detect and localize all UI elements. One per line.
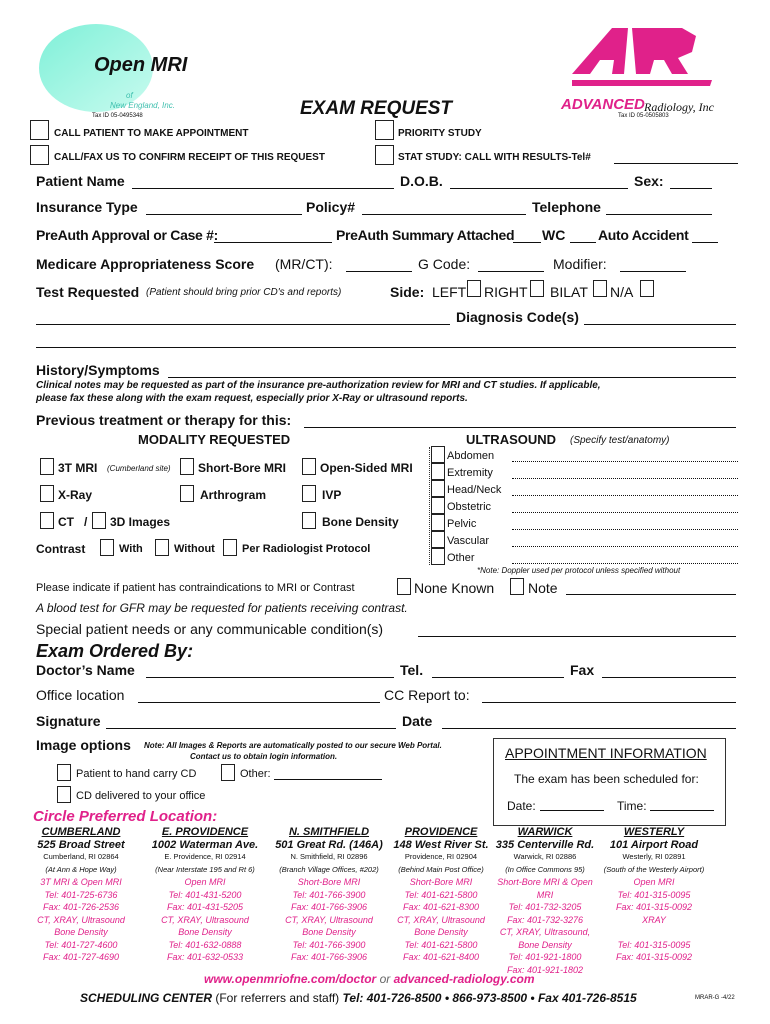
sex-label: Sex: bbox=[634, 173, 664, 189]
office-location-line[interactable] bbox=[138, 702, 380, 703]
history-label: History/Symptoms bbox=[36, 362, 160, 378]
xray-checkbox[interactable] bbox=[40, 485, 54, 503]
us-vascular-checkbox[interactable] bbox=[431, 531, 445, 549]
scheduling-center-title: SCHEDULING CENTER bbox=[80, 991, 213, 1005]
bone-density-label: Bone Density bbox=[322, 515, 399, 529]
telephone-label: Telephone bbox=[532, 199, 601, 215]
mri-3t-checkbox[interactable] bbox=[40, 458, 54, 476]
location-name: CUMBERLAND bbox=[41, 826, 121, 838]
location-l2: Tel: 401-725-6736 bbox=[44, 889, 118, 900]
medicare-sub-label: (MR/CT): bbox=[275, 256, 333, 272]
ar-advanced: ADVANCED bbox=[561, 96, 645, 113]
location-l7: Fax: 401-921-1802 bbox=[506, 964, 584, 975]
telephone-line[interactable] bbox=[606, 214, 712, 215]
location-note: (Branch Village Offices, #202) bbox=[279, 864, 379, 874]
ar-tax-id: Tax ID 05-0505803 bbox=[618, 113, 669, 119]
other-line[interactable] bbox=[274, 779, 382, 780]
us-headneck-line[interactable] bbox=[512, 495, 738, 496]
location-l1: 3T MRI & Open MRI bbox=[40, 877, 122, 887]
open-mri-logo-text: Open MRI bbox=[94, 54, 188, 76]
signature-date-line[interactable] bbox=[442, 728, 736, 729]
location-l3: Fax: 401-431-5205 bbox=[166, 902, 244, 912]
us-pelvic-label: Pelvic bbox=[447, 518, 477, 530]
us-headneck-checkbox[interactable] bbox=[431, 480, 445, 498]
open-sided-checkbox[interactable] bbox=[302, 458, 316, 476]
preauth-line[interactable] bbox=[214, 242, 332, 243]
test-requested-line[interactable] bbox=[36, 324, 450, 325]
location-l3: Fax: 401-732-3276 bbox=[506, 914, 584, 925]
location-l6: Tel: 401-632-0888 bbox=[168, 939, 242, 950]
location-l4: CT, XRAY, Ultrasound, bbox=[499, 927, 591, 937]
side-label: Side: bbox=[390, 284, 425, 300]
us-vascular-label: Vascular bbox=[447, 535, 489, 547]
location-l6: Tel: 401-727-4600 bbox=[44, 939, 118, 950]
appointment-scheduled: The exam has been scheduled for: bbox=[514, 772, 699, 786]
location-westerly[interactable] bbox=[595, 826, 713, 964]
location-name: N. SMITHFIELD bbox=[288, 826, 370, 838]
location-street: 1002 Waterman Ave. bbox=[151, 838, 259, 851]
gcode-line[interactable] bbox=[478, 271, 544, 272]
sex-line[interactable] bbox=[670, 188, 712, 189]
insurance-line[interactable] bbox=[146, 214, 302, 215]
doctor-tel-line[interactable] bbox=[432, 677, 564, 678]
us-headneck-label: Head/Neck bbox=[447, 484, 502, 496]
location-l3: Fax: 401-766-3906 bbox=[290, 902, 368, 912]
location-street: 335 Centerville Rd. bbox=[495, 838, 595, 851]
location-street: 501 Great Rd. (146A) bbox=[275, 838, 383, 851]
location-note: (At Ann & Hope Way) bbox=[45, 864, 117, 874]
mri-3t-sub: (Cumberland site) bbox=[107, 464, 171, 473]
location-l7: Fax: 401-632-0533 bbox=[166, 952, 244, 962]
call-patient-label: CALL PATIENT TO MAKE APPOINTMENT bbox=[54, 128, 249, 139]
us-other-checkbox[interactable] bbox=[431, 548, 445, 566]
previous-treatment-line[interactable] bbox=[304, 427, 736, 428]
location-l6: Tel: 401-766-3900 bbox=[292, 939, 366, 950]
appointment-time-line[interactable] bbox=[650, 810, 714, 811]
location-l2: Tel: 401-766-3900 bbox=[292, 889, 366, 900]
scheduling-center-sub: (For referrers and staff) bbox=[215, 991, 340, 1005]
us-pelvic-checkbox[interactable] bbox=[431, 514, 445, 532]
doppler-note: *Note: Doppler used per protocol unless specified without bbox=[477, 566, 681, 575]
location-l5 bbox=[595, 926, 713, 939]
location-l4: XRAY bbox=[642, 914, 666, 925]
open-mri-region: New England, Inc. bbox=[110, 101, 175, 110]
doctor-fax-label: Fax bbox=[570, 662, 595, 678]
location-l3: Fax: 401-315-0092 bbox=[615, 902, 693, 912]
modifier-label: Modifier: bbox=[553, 256, 607, 272]
side-na-checkbox[interactable] bbox=[640, 280, 654, 298]
location-l4: CT, XRAY, Ultrasound bbox=[397, 914, 485, 925]
bone-density-checkbox[interactable] bbox=[302, 512, 316, 530]
policy-label: Policy# bbox=[306, 199, 356, 215]
doctor-name-label: Doctor’s Name bbox=[36, 662, 135, 678]
doctor-fax-line[interactable] bbox=[602, 677, 736, 678]
location-l7: Fax: 401-315-0092 bbox=[615, 952, 693, 962]
other-label: Other: bbox=[240, 768, 271, 780]
patient-name-line[interactable] bbox=[132, 188, 394, 189]
location-l4: CT, XRAY, Ultrasound bbox=[285, 914, 373, 925]
side-left-label: LEFT bbox=[432, 284, 467, 300]
short-bore-label: Short-Bore MRI bbox=[198, 461, 286, 475]
none-known-label: None Known bbox=[414, 580, 495, 596]
history-line[interactable] bbox=[168, 377, 736, 378]
location-l2: Tel: 401-621-5800 bbox=[404, 889, 478, 900]
mri-3t-label: 3T MRI bbox=[58, 461, 98, 475]
img-3d-label: 3D Images bbox=[110, 515, 171, 529]
wc-label: WC bbox=[542, 227, 566, 243]
location-l1: Short-Bore MRI bbox=[409, 877, 473, 887]
call-fax-label: CALL/FAX US TO CONFIRM RECEIPT OF THIS REQUEST bbox=[54, 152, 325, 163]
location-l3: Fax: 401-726-2536 bbox=[42, 902, 120, 912]
location-l2: Tel: 401-431-5200 bbox=[168, 889, 242, 900]
ct-checkbox[interactable] bbox=[40, 512, 54, 530]
location-street: 101 Airport Road bbox=[609, 838, 699, 851]
locations-heading: Circle Preferred Location: bbox=[33, 808, 218, 825]
location-note: (Near Interstate 195 and Rt 6) bbox=[155, 864, 255, 874]
us-vascular-line[interactable] bbox=[512, 546, 738, 547]
note-label: Note bbox=[528, 580, 558, 596]
location-note: (South of the Westerly Airport) bbox=[603, 864, 705, 874]
doctor-name-line[interactable] bbox=[146, 677, 394, 678]
open-sided-label: Open-Sided MRI bbox=[320, 461, 413, 475]
call-fax-checkbox[interactable] bbox=[30, 145, 49, 165]
contrast-with-label: With bbox=[119, 543, 143, 555]
appointment-title: APPOINTMENT INFORMATION bbox=[505, 745, 707, 761]
side-left-checkbox[interactable] bbox=[467, 280, 481, 298]
signature-line[interactable] bbox=[106, 728, 396, 729]
ultrasound-divider bbox=[429, 447, 430, 565]
us-abdomen-line[interactable] bbox=[512, 461, 738, 462]
location-l7: Fax: 401-727-4690 bbox=[42, 952, 120, 962]
dob-line[interactable] bbox=[450, 188, 628, 189]
us-obstetric-label: Obstetric bbox=[447, 501, 492, 513]
ar-logo-graphic bbox=[572, 22, 712, 100]
dob-label: D.O.B. bbox=[400, 173, 443, 189]
image-note-2: Contact us to obtain login information. bbox=[190, 752, 338, 761]
gcode-label: G Code: bbox=[418, 256, 471, 272]
us-extremity-line[interactable] bbox=[512, 478, 738, 479]
location-l6: Tel: 401-921-1800 bbox=[508, 952, 582, 962]
side-na-label: N/A bbox=[610, 284, 634, 300]
footer-web-or: or bbox=[376, 972, 394, 986]
special-needs-line[interactable] bbox=[418, 636, 736, 637]
short-bore-checkbox[interactable] bbox=[180, 458, 194, 476]
location-l1: Open MRI bbox=[633, 877, 675, 887]
test-requested-note: (Patient should bring prior CD's and reports) bbox=[146, 287, 342, 298]
location-l4: CT, XRAY, Ultrasound bbox=[37, 914, 125, 925]
side-bilat-label: BILAT bbox=[550, 284, 588, 300]
ct-slash: / bbox=[84, 515, 88, 529]
contrast-without-checkbox[interactable] bbox=[155, 539, 169, 557]
ultrasound-heading-sub: (Specify test/anatomy) bbox=[570, 435, 670, 446]
location-l5: Bone Density bbox=[414, 927, 468, 937]
ordered-by-heading: Exam Ordered By: bbox=[36, 641, 194, 661]
location-l5: Bone Density bbox=[518, 939, 572, 950]
location-l4: CT, XRAY, Ultrasound bbox=[161, 914, 249, 925]
wc-line[interactable] bbox=[570, 242, 596, 243]
location-name: PROVIDENCE bbox=[404, 826, 478, 838]
location-street: 148 West River St. bbox=[393, 838, 489, 851]
location-l2: Tel: 401-732-3205 bbox=[508, 902, 582, 912]
location-city: N. Smithfield, RI 02896 bbox=[290, 852, 368, 861]
medicare-label: Medicare Appropriateness Score bbox=[36, 256, 255, 272]
location-l1: Short-Bore MRI & Open MRI bbox=[497, 877, 593, 900]
test-requested-label: Test Requested bbox=[36, 284, 140, 300]
location-e-providence[interactable] bbox=[130, 826, 280, 964]
policy-line[interactable] bbox=[362, 214, 526, 215]
open-mri-of: of bbox=[126, 91, 133, 100]
none-known-checkbox[interactable] bbox=[397, 578, 411, 596]
signature-label: Signature bbox=[36, 713, 101, 729]
other-checkbox[interactable] bbox=[221, 764, 235, 782]
appointment-time-label: Time: bbox=[617, 799, 647, 813]
patient-name-label: Patient Name bbox=[36, 173, 125, 189]
location-l1: Short-Bore MRI bbox=[297, 877, 361, 887]
arthrogram-label: Arthrogram bbox=[200, 488, 267, 502]
location-l7: Fax: 401-766-3906 bbox=[290, 952, 368, 962]
location-name: WESTERLY bbox=[623, 826, 685, 838]
location-note: (In Office Commons 95) bbox=[505, 864, 585, 874]
doctor-tel-label: Tel. bbox=[400, 662, 424, 678]
auto-accident-label: Auto Accident bbox=[598, 227, 689, 243]
preauth-summary-label: PreAuth Summary Attached bbox=[336, 227, 515, 243]
location-l6: Tel: 401-621-5800 bbox=[404, 939, 478, 950]
clinical-note-1: Clinical notes may be requested as part of the insurance pre-authorization review for MRI and CT studies. If applicable, bbox=[36, 380, 601, 391]
clinical-note-2: please fax these along with the exam request, especially prior X-Ray or ultrasound reports. bbox=[36, 393, 468, 404]
medicare-score-line[interactable] bbox=[346, 271, 412, 272]
location-city: Providence, RI 02904 bbox=[404, 852, 478, 861]
appointment-date-label: Date: bbox=[507, 799, 536, 813]
xray-label: X-Ray bbox=[58, 488, 93, 502]
side-bilat-checkbox[interactable] bbox=[593, 280, 607, 298]
us-other-line[interactable] bbox=[512, 563, 738, 564]
image-note-1: Note: All Images & Reports are automatically posted to our secure Web Portal. bbox=[144, 741, 442, 750]
location-l5: Bone Density bbox=[178, 927, 232, 937]
us-extremity-checkbox[interactable] bbox=[431, 463, 445, 481]
location-city: Cumberland, RI 02864 bbox=[43, 852, 119, 861]
appointment-date-line[interactable] bbox=[540, 810, 604, 811]
scheduling-center bbox=[80, 991, 637, 1005]
ivp-label: IVP bbox=[322, 488, 342, 502]
blank-line-1[interactable] bbox=[36, 347, 736, 348]
location-city: Westerly, RI 02891 bbox=[622, 852, 686, 861]
us-pelvic-line[interactable] bbox=[512, 529, 738, 530]
location-l5: Bone Density bbox=[302, 927, 356, 937]
location-city: E. Providence, RI 02914 bbox=[164, 852, 246, 861]
us-other-label: Other bbox=[447, 552, 475, 564]
ar-radiology: Radiology, Inc bbox=[644, 100, 714, 114]
footer-web-1[interactable]: www.openmriofne.com/doctor bbox=[204, 972, 377, 986]
location-cumberland[interactable] bbox=[26, 826, 136, 964]
side-right-label: RIGHT bbox=[484, 284, 528, 300]
ultrasound-heading: ULTRASOUND bbox=[466, 432, 557, 447]
contraindications-text: Please indicate if patient has contraindications to MRI or Contrast bbox=[36, 582, 355, 594]
stat-label: STAT STUDY: CALL WITH RESULTS-Tel# bbox=[398, 152, 591, 163]
page-title: EXAM REQUEST bbox=[300, 98, 453, 119]
footer-web-2[interactable]: advanced-radiology.com bbox=[393, 972, 535, 986]
cc-report-line[interactable] bbox=[482, 702, 736, 703]
us-abdomen-checkbox[interactable] bbox=[431, 446, 445, 464]
side-right-checkbox[interactable] bbox=[530, 280, 544, 298]
location-warwick[interactable] bbox=[490, 826, 600, 976]
location-l3: Fax: 401-621-8300 bbox=[402, 902, 480, 912]
open-mri-tax-id: Tax ID 05-0495348 bbox=[92, 113, 143, 119]
location-l7: Fax: 401-621-8400 bbox=[402, 952, 480, 962]
location-n-smithfield[interactable] bbox=[270, 826, 388, 964]
us-obstetric-line[interactable] bbox=[512, 512, 738, 513]
cd-office-label: CD delivered to your office bbox=[76, 790, 206, 802]
location-l2: Tel: 401-315-0095 bbox=[617, 889, 691, 900]
auto-accident-line[interactable] bbox=[692, 242, 718, 243]
us-extremity-label: Extremity bbox=[447, 467, 493, 479]
location-l6: Tel: 401-315-0095 bbox=[617, 939, 691, 950]
contrast-label: Contrast bbox=[36, 542, 86, 556]
special-needs-label: Special patient needs or any communicable condition(s) bbox=[36, 621, 384, 637]
preauth-summary-line[interactable] bbox=[513, 242, 541, 243]
location-city: Warwick, RI 02886 bbox=[513, 852, 577, 861]
modality-heading: MODALITY REQUESTED bbox=[138, 432, 291, 447]
footer-web bbox=[204, 972, 535, 986]
signature-date-label: Date bbox=[402, 713, 433, 729]
stat-phone-line[interactable] bbox=[614, 163, 738, 164]
preauth-label: PreAuth Approval or Case #: bbox=[36, 227, 218, 243]
per-radiologist-label: Per Radiologist Protocol bbox=[242, 543, 371, 555]
location-l1: Open MRI bbox=[184, 877, 226, 887]
per-radiologist-checkbox[interactable] bbox=[223, 539, 237, 557]
gfr-note: A blood test for GFR may be requested for patients receiving contrast. bbox=[36, 601, 408, 615]
location-l5: Bone Density bbox=[54, 927, 108, 937]
cd-office-checkbox[interactable] bbox=[57, 786, 71, 804]
arthrogram-checkbox[interactable] bbox=[180, 485, 194, 503]
location-name: WARWICK bbox=[517, 826, 573, 838]
contrast-with-checkbox[interactable] bbox=[100, 539, 114, 557]
note-checkbox[interactable] bbox=[510, 578, 524, 596]
location-providence[interactable] bbox=[385, 826, 497, 964]
priority-checkbox[interactable] bbox=[375, 120, 394, 140]
stat-checkbox[interactable] bbox=[375, 145, 394, 165]
insurance-label: Insurance Type bbox=[36, 199, 138, 215]
office-location-label: Office location bbox=[36, 687, 125, 703]
ct-label: CT bbox=[58, 515, 74, 529]
form-code: MRAR-G -4/22 bbox=[695, 995, 735, 1001]
priority-label: PRIORITY STUDY bbox=[398, 128, 482, 139]
modifier-line[interactable] bbox=[620, 271, 686, 272]
previous-treatment-label: Previous treatment or therapy for this: bbox=[36, 412, 292, 428]
us-abdomen-label: Abdomen bbox=[447, 450, 495, 462]
call-patient-checkbox[interactable] bbox=[30, 120, 49, 140]
contrast-without-label: Without bbox=[174, 543, 215, 555]
hand-carry-label: Patient to hand carry CD bbox=[76, 768, 197, 780]
note-line[interactable] bbox=[566, 594, 736, 595]
location-street: 525 Broad Street bbox=[37, 838, 125, 851]
diagnosis-line[interactable] bbox=[584, 324, 736, 325]
ar-logo bbox=[572, 22, 712, 100]
location-note: (Behind Main Post Office) bbox=[398, 864, 484, 874]
ivp-checkbox[interactable] bbox=[302, 485, 316, 503]
diagnosis-label: Diagnosis Code(s) bbox=[456, 309, 579, 325]
image-options-label: Image options bbox=[36, 737, 131, 753]
us-obstetric-checkbox[interactable] bbox=[431, 497, 445, 515]
img-3d-checkbox[interactable] bbox=[92, 512, 106, 530]
scheduling-center-phones: Tel: 401-726-8500 • 866-973-8500 • Fax 401-726-8515 bbox=[342, 991, 637, 1005]
hand-carry-checkbox[interactable] bbox=[57, 764, 71, 782]
location-name: E. PROVIDENCE bbox=[161, 826, 249, 838]
cc-report-label: CC Report to: bbox=[384, 687, 470, 703]
